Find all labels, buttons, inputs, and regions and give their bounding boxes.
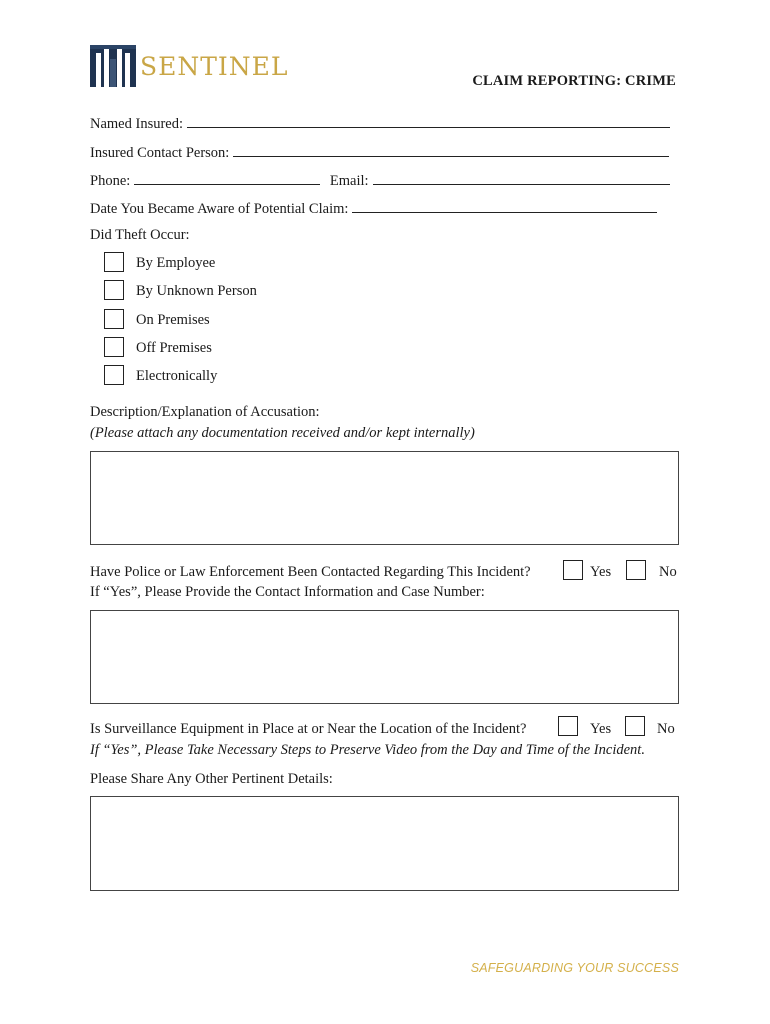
footer-tagline: SAFEGUARDING YOUR SUCCESS: [470, 961, 679, 975]
description-textarea[interactable]: [90, 451, 679, 545]
phone-email-row: [90, 171, 670, 190]
sentinel-logo-icon: [90, 45, 136, 87]
surveillance-yes-checkbox[interactable]: [558, 716, 578, 736]
checkbox-by-unknown-person[interactable]: [104, 280, 124, 300]
phone-label: Phone:: [90, 173, 131, 189]
other-details-textarea[interactable]: [90, 796, 679, 891]
checkbox-electronically[interactable]: [104, 365, 124, 385]
logo-wordmark: SENTINEL: [140, 52, 289, 81]
police-followup: If “Yes”, Please Provide the Contact Information and Case Number:: [90, 584, 485, 600]
named-insured-label: Named Insured:: [90, 116, 184, 132]
phone-field[interactable]: [134, 171, 320, 185]
surveillance-no-checkbox[interactable]: [625, 716, 645, 736]
other-details-label: Please Share Any Other Pertinent Details:: [90, 771, 333, 787]
contact-person-field[interactable]: [233, 143, 669, 157]
aware-date-row: [90, 199, 657, 218]
checkbox-by-employee[interactable]: [104, 252, 124, 272]
surveillance-no-label: No: [657, 721, 675, 737]
contact-person-row: [90, 143, 669, 162]
named-insured-field[interactable]: [187, 114, 670, 128]
option-label: Electronically: [136, 368, 218, 384]
option-label: By Unknown Person: [136, 283, 257, 299]
option-label: On Premises: [136, 312, 210, 328]
description-note: (Please attach any documentation received and/or kept internally): [90, 425, 475, 441]
email-label: Email:: [329, 173, 369, 189]
police-no-label: No: [659, 564, 677, 580]
aware-date-field[interactable]: [352, 199, 657, 213]
named-insured-row: [90, 114, 670, 133]
surveillance-note: If “Yes”, Please Take Necessary Steps to Preserve Video from the Day and Time of the Incident.: [90, 742, 645, 758]
police-question: Have Police or Law Enforcement Been Contacted Regarding This Incident?: [90, 564, 531, 580]
surveillance-question: Is Surveillance Equipment in Place at or Near the Location of the Incident?: [90, 721, 527, 737]
police-yes-label: Yes: [590, 564, 612, 580]
contact-person-label: Insured Contact Person:: [90, 145, 230, 161]
description-label: Description/Explanation of Accusation:: [90, 404, 320, 420]
police-contact-textarea[interactable]: [90, 610, 679, 704]
police-no-checkbox[interactable]: [626, 560, 646, 580]
checkbox-on-premises[interactable]: [104, 309, 124, 329]
option-label: By Employee: [136, 255, 216, 271]
checkbox-off-premises[interactable]: [104, 337, 124, 357]
surveillance-yes-label: Yes: [590, 721, 612, 737]
option-label: Off Premises: [136, 340, 212, 356]
email-field[interactable]: [373, 171, 670, 185]
police-yes-checkbox[interactable]: [563, 560, 583, 580]
document-title: CLAIM REPORTING: CRIME: [472, 73, 676, 89]
theft-question: Did Theft Occur:: [90, 227, 190, 243]
aware-date-label: Date You Became Aware of Potential Claim:: [90, 201, 349, 217]
